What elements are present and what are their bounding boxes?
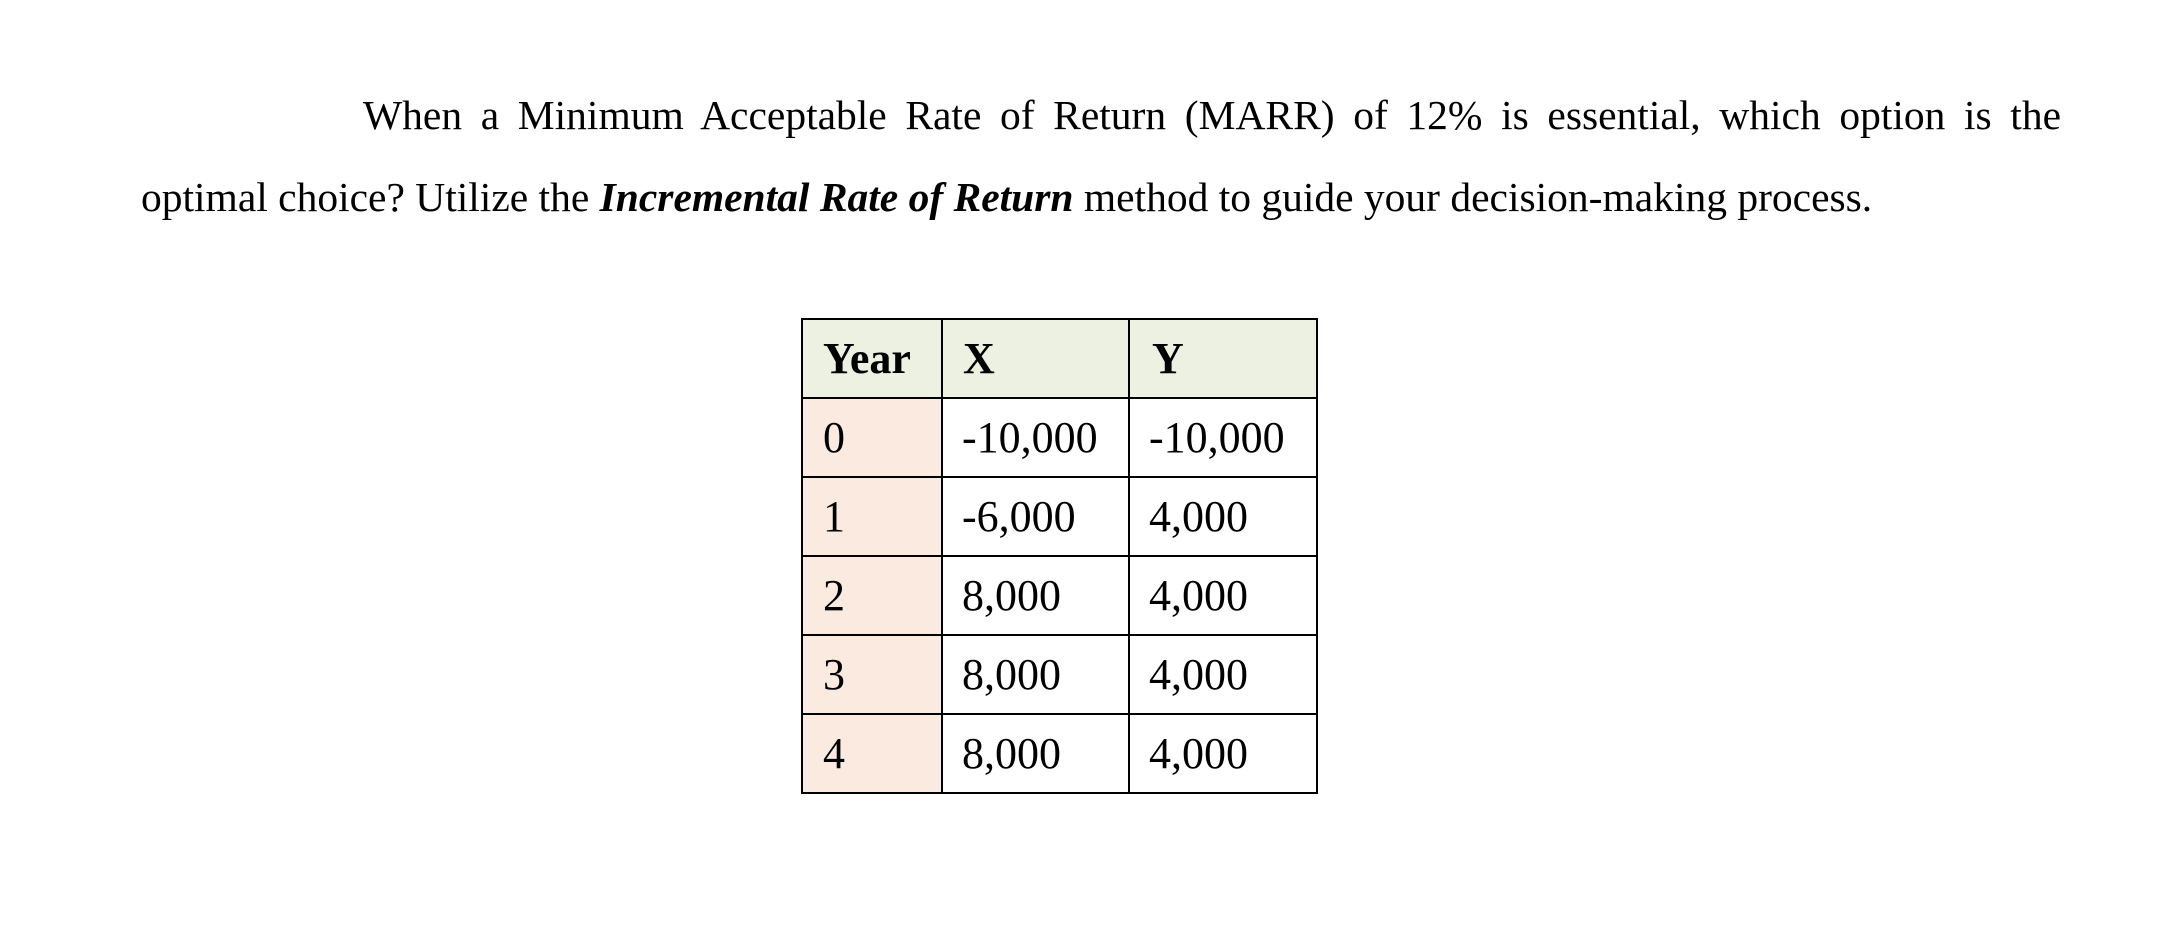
question-text xyxy=(141,74,2061,238)
table-row xyxy=(802,556,1317,635)
y-cell: 4,000 xyxy=(1129,714,1317,793)
table-row xyxy=(802,714,1317,793)
year-cell: 1 xyxy=(802,477,942,556)
header-x: X xyxy=(942,319,1129,398)
x-cell: 8,000 xyxy=(942,635,1129,714)
table-row xyxy=(802,398,1317,477)
y-cell: 4,000 xyxy=(1129,556,1317,635)
x-cell: -10,000 xyxy=(942,398,1129,477)
y-cell: -10,000 xyxy=(1129,398,1317,477)
cash-flow-table xyxy=(801,318,1318,794)
table-row xyxy=(802,635,1317,714)
x-cell: 8,000 xyxy=(942,556,1129,635)
question-emphasis: Incremental Rate of Return xyxy=(599,174,1074,220)
table-row xyxy=(802,477,1317,556)
year-cell: 0 xyxy=(802,398,942,477)
header-y: Y xyxy=(1129,319,1317,398)
year-cell: 3 xyxy=(802,635,942,714)
x-cell: 8,000 xyxy=(942,714,1129,793)
y-cell: 4,000 xyxy=(1129,477,1317,556)
table-header-row xyxy=(802,319,1317,398)
year-cell: 2 xyxy=(802,556,942,635)
question-part-1: When a Minimum Acceptable Rate of Return (MARR) of 12% is essential, which option is the optimal choice? Utilize the xyxy=(141,92,2061,220)
header-year: Year xyxy=(802,319,942,398)
y-cell: 4,000 xyxy=(1129,635,1317,714)
question-part-2: method to guide your decision-making process. xyxy=(1073,174,1873,220)
x-cell: -6,000 xyxy=(942,477,1129,556)
year-cell: 4 xyxy=(802,714,942,793)
